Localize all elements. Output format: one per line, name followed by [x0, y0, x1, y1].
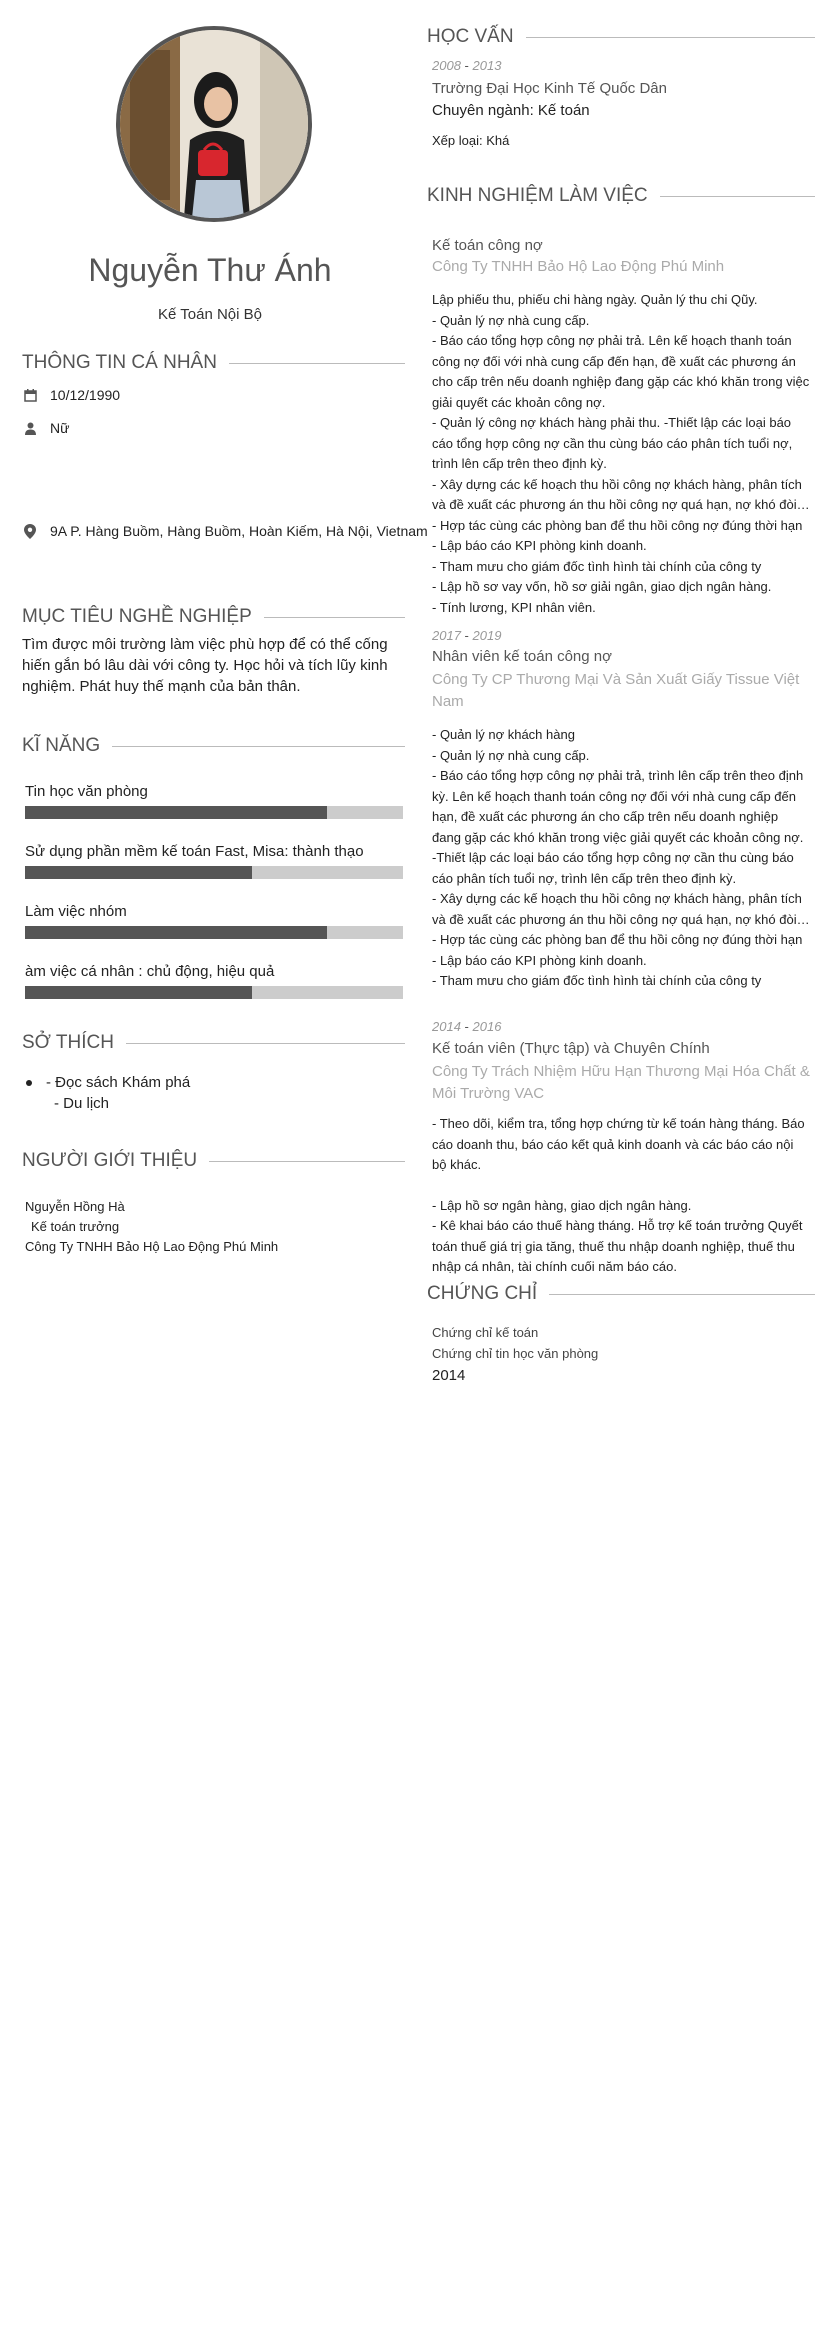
- profile-photo: [120, 30, 308, 218]
- skills-heading-text: KĨ NĂNG: [22, 735, 101, 756]
- objective-heading-text: MỤC TIÊU NGHỀ NGHIỆP: [22, 606, 252, 627]
- job-line: - Lập báo cáo KPI phòng kinh doanh.: [432, 952, 647, 968]
- certificate-item: Chứng chỉ kế toán: [432, 1325, 539, 1340]
- job-line: - Theo dõi, kiểm tra, tổng hợp chứng từ kế toán hàng tháng. Báo cáo doanh thu, báo cáo kết quả kinh doanh và các báo cáo nội bộ khác.: [432, 1116, 805, 1172]
- calendar-icon: [22, 387, 38, 403]
- certificates-heading-text: CHỨNG CHỈ: [427, 1283, 538, 1304]
- job-description: [432, 1114, 810, 1278]
- certificates-heading: [427, 1283, 815, 1305]
- divider: [549, 1294, 815, 1295]
- job-description: [432, 290, 810, 618]
- education-heading: [427, 26, 815, 48]
- location-icon: [22, 523, 38, 539]
- education-major: Chuyên ngành: Kế toán: [432, 102, 590, 119]
- certificate-year: 2014: [432, 1367, 466, 1384]
- job-start: 2014: [432, 1019, 461, 1034]
- job-description: [432, 725, 810, 992]
- job-line: - Kê khai báo cáo thuế hàng tháng. Hỗ trợ kế toán trưởng Quyết toán thuế giá trị gia tăng, thuế thu nhập doanh nghiệp, thuế thu nhập cá nhân, tài chính cuối năm báo cáo.: [432, 1218, 803, 1274]
- skills-heading: [22, 735, 405, 757]
- job-line: - Báo cáo tổng hợp công nợ phải trả, trình lên cấp trên theo định kỳ. Lên kế hoạch thanh toán công nợ đối với nhà cung cấp đến hạn, đề xuất các phương án cho cấp trên nếu doanh nghiệp đang gặp các khó khăn trong việc giải quyết các khoản công nợ.: [432, 768, 804, 845]
- education-end: 2013: [472, 58, 502, 73]
- job-title: Nhân viên kế toán công nợ: [432, 648, 612, 665]
- referee-role: Kế toán trưởng: [31, 1219, 120, 1234]
- skill-label: Sử dụng phần mềm kế toán Fast, Misa: thành thạo: [25, 843, 364, 860]
- skill-bar-fill: [25, 986, 252, 999]
- experience-heading: [427, 185, 815, 207]
- referee-heading: [22, 1150, 405, 1172]
- skill-bar-fill: [25, 866, 252, 879]
- job-line: - Lập báo cáo KPI phòng kinh doanh.: [432, 538, 647, 553]
- job-end: 2019: [472, 628, 502, 643]
- job-company: Công Ty Trách Nhiệm Hữu Hạn Thương Mại Hóa Chất & Môi Trường VAC: [432, 1063, 810, 1102]
- hobby-item: - Du lịch: [54, 1095, 110, 1112]
- address-row: [22, 523, 428, 539]
- objective-text: Tìm được môi trường làm việc phù hợp để có thể cống hiến gắn bó lâu dài với công ty. Học hỏi và tích lũy kinh nghiệm. Phát huy thế mạnh của bản thân.: [22, 636, 388, 695]
- referee-name: Nguyễn Hồng Hà: [25, 1199, 125, 1214]
- job-line: - Hợp tác cùng các phòng ban để thu hồi công nợ đúng thời hạn: [432, 517, 803, 533]
- job-line: - Quản lý nợ nhà cung cấp.: [432, 747, 590, 763]
- objective-heading: [22, 606, 405, 628]
- job-line: - Xây dựng các kế hoạch thu hồi công nợ khách hàng, phân tích và đề xuất các phương án thu hồi công nợ quá hạn, nợ khó đòi…: [432, 476, 810, 512]
- job-line: [432, 1176, 810, 1196]
- job-line: -Thiết lập các loại báo cáo tổng hợp công nợ cần thu cùng báo cáo phân tích tuổi nợ, trình lên cấp trên theo định kỳ.: [432, 850, 794, 886]
- divider: [112, 746, 405, 747]
- job-line: - Tham mưu cho giám đốc tình hình tài chính của công ty: [432, 973, 762, 988]
- referee-block: [25, 1197, 405, 1257]
- bullet-icon: [26, 1080, 32, 1086]
- skill-bar-fill: [25, 926, 327, 939]
- divider: [209, 1161, 405, 1162]
- hobbies-list: [22, 1072, 402, 1114]
- job-line: - Hợp tác cùng các phòng ban để thu hồi công nợ đúng thời hạn: [432, 932, 803, 947]
- certificate-item: Chứng chỉ tin học văn phòng: [432, 1345, 599, 1361]
- skill-bar: [25, 866, 403, 879]
- job-title: Kế toán viên (Thực tập) và Chuyên Chính: [432, 1040, 710, 1057]
- hobbies-heading-text: SỞ THÍCH: [22, 1032, 114, 1053]
- divider: [229, 363, 405, 364]
- job-line: - Quản lý nợ nhà cung cấp.: [432, 312, 590, 328]
- skill-bar: [25, 926, 403, 939]
- divider: [264, 617, 405, 618]
- skill-label: Tin học văn phòng: [25, 783, 148, 800]
- job-company: Công Ty TNHH Bảo Hộ Lao Động Phú Minh: [432, 258, 725, 275]
- job-company: Công Ty CP Thương Mại Và Sản Xuất Giấy Tissue Việt Nam: [432, 671, 800, 710]
- job-end: 2016: [472, 1019, 502, 1034]
- personal-info-heading-text: THÔNG TIN CÁ NHÂN: [22, 352, 217, 373]
- hobby-item: - Đọc sách Khám phá: [46, 1074, 191, 1091]
- education-rank: Xếp loại: Khá: [432, 133, 510, 148]
- referee-heading-text: NGƯỜI GIỚI THIỆU: [22, 1150, 198, 1171]
- personal-info-heading: [22, 352, 405, 374]
- job-line: - Báo cáo tổng hợp công nợ phải trả. Lên kế hoạch thanh toán công nợ đối với nhà cung cấp đến hạn, đề xuất các phương án cho cấp trên nếu doanh nghiệp đang gặp các khó khăn trong việc giải quyết các khoản công nợ.: [432, 333, 810, 410]
- divider: [526, 37, 815, 38]
- job-line: - Lập hồ sơ vay vốn, hồ sơ giải ngân, giao dịch ngân hàng.: [432, 579, 772, 594]
- person-icon: [22, 420, 38, 436]
- school-name: Trường Đại Học Kinh Tế Quốc Dân: [432, 80, 667, 97]
- skill-bar: [25, 986, 403, 999]
- skill-label: Làm việc nhóm: [25, 903, 127, 920]
- education-dates: 2008 - 2013: [432, 58, 502, 73]
- hobbies-heading: [22, 1032, 405, 1054]
- job-start: 2017: [432, 628, 461, 643]
- job-line: - Tham mưu cho giám đốc tình hình tài chính của công ty: [432, 558, 762, 574]
- gender-row: [22, 420, 69, 436]
- full-name: Nguyễn Thư Ánh: [88, 252, 332, 288]
- job-line: - Quản lý nợ khách hàng: [432, 727, 575, 742]
- job-position: Kế Toán Nội Bộ: [158, 306, 262, 323]
- education-heading-text: HỌC VẤN: [427, 26, 514, 47]
- avatar: [116, 26, 312, 222]
- divider: [660, 196, 815, 197]
- job-line: - Xây dựng các kế hoạch thu hồi công nợ khách hàng, phân tích và đề xuất các phương án thu hồi công nợ quá hạn, nợ khó đòi…: [432, 891, 810, 927]
- job-line: - Quản lý công nợ khách hàng phải thu. -Thiết lập các loại báo cáo tổng hợp công nợ cần thu cùng báo cáo phân tích tuổi nợ, trình lên cấp trên theo định kỳ.: [432, 415, 793, 471]
- certificates-list: [432, 1323, 810, 1387]
- birthday-row: [22, 387, 120, 403]
- job-title: Kế toán công nợ: [432, 237, 543, 254]
- job-dates: 2017 - 2019: [432, 628, 502, 643]
- address-value: 9A P. Hàng Buồm, Hàng Buồm, Hoàn Kiếm, Hà Nội, Vietnam: [50, 523, 428, 539]
- divider: [126, 1043, 405, 1044]
- job-line: Lập phiếu thu, phiếu chi hàng ngày. Quản lý thu chi Qũy.: [432, 292, 758, 307]
- experience-heading-text: KINH NGHIỆM LÀM VIỆC: [427, 185, 648, 206]
- skill-label: àm việc cá nhân : chủ động, hiệu quả: [25, 963, 275, 980]
- job-line: - Tính lương, KPI nhân viên.: [432, 599, 596, 615]
- job-line: - Lập hồ sơ ngân hàng, giao dịch ngân hàng.: [432, 1197, 692, 1213]
- gender-value: Nữ: [50, 420, 70, 436]
- education-start: 2008: [432, 58, 461, 73]
- skill-bar: [25, 806, 403, 819]
- referee-company: Công Ty TNHH Bảo Hộ Lao Động Phú Minh: [25, 1239, 279, 1254]
- job-dates: 2014 - 2016: [432, 1019, 502, 1034]
- skill-bar-fill: [25, 806, 327, 819]
- birthday-value: 10/12/1990: [50, 387, 121, 403]
